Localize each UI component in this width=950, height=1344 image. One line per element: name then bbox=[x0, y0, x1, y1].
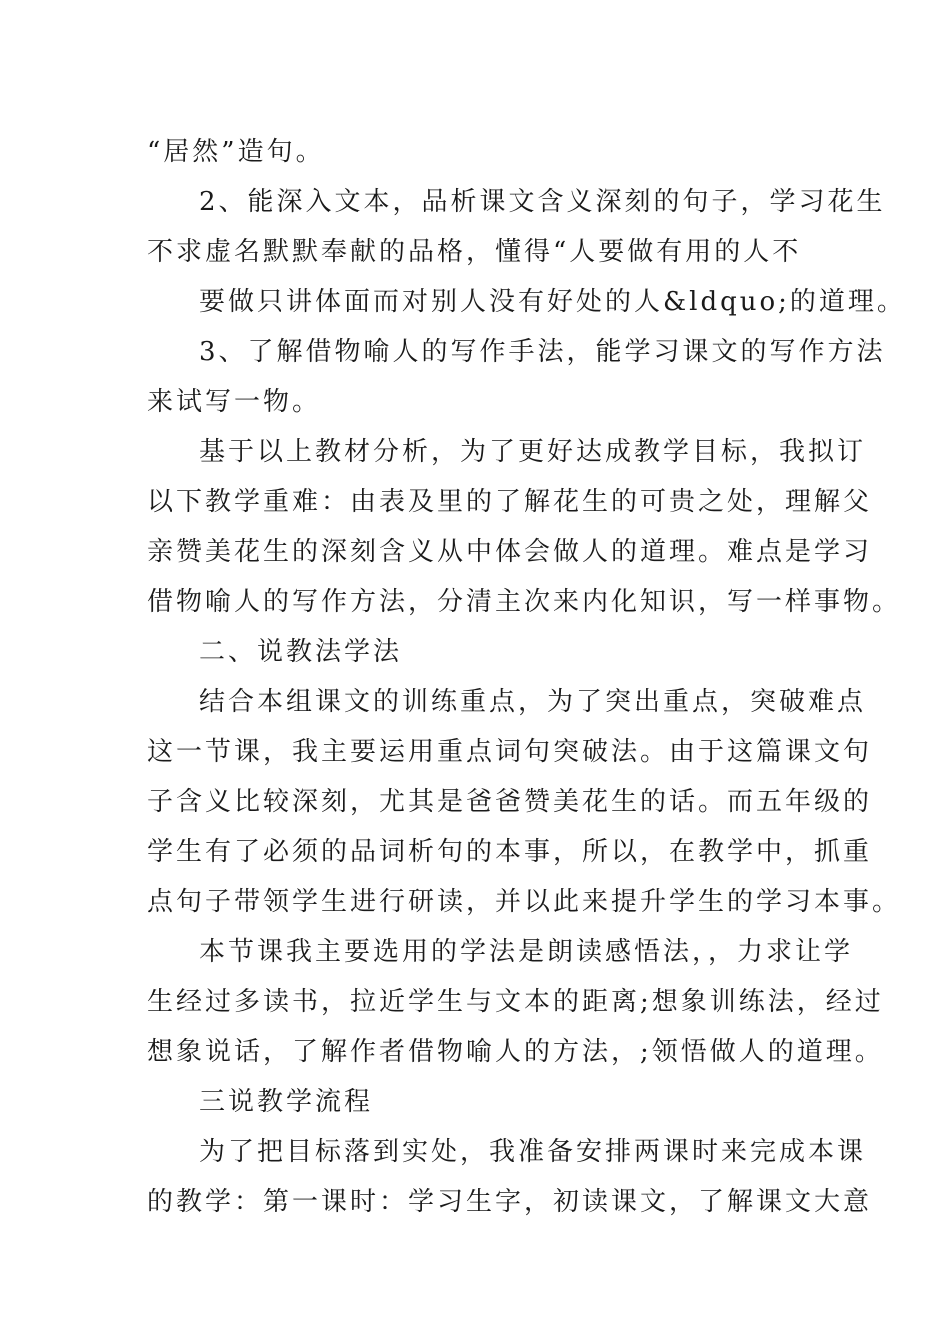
text-line: 以下教学重难：由表及里的了解花生的可贵之处，理解父 bbox=[147, 487, 873, 517]
text-line: 这一节课，我主要运用重点词句突破法。由于这篇课文句 bbox=[147, 737, 873, 767]
text-line: 的教学：第一课时：学习生字，初读课文，了解课文大意 bbox=[147, 1187, 873, 1217]
text-line: 来试写一物。 bbox=[147, 387, 322, 417]
text-line: 要做只讲体面而对别人没有好处的人&ldquo;的道理。 bbox=[199, 287, 906, 317]
text-line: 为了把目标落到实处，我准备安排两课时来完成本课 bbox=[199, 1137, 867, 1167]
text-line: 3、了解借物喻人的写作手法，能学习课文的写作方法 bbox=[199, 337, 886, 367]
section-heading: 三说教学流程 bbox=[199, 1087, 374, 1117]
text-line: 点句子带领学生进行研读，并以此来提升学生的学习本事。 bbox=[147, 887, 902, 917]
text-line: 亲赞美花生的深刻含义从中体会做人的道理。难点是学习 bbox=[147, 537, 873, 567]
text-line: 借物喻人的写作方法，分清主次来内化知识，写一样事物。 bbox=[147, 587, 902, 617]
text-line: 不求虚名默默奉献的品格，懂得“人要做有用的人不 bbox=[147, 237, 802, 267]
text-line: 想象说话，了解作者借物喻人的方法，;领悟做人的道理。 bbox=[147, 1037, 884, 1067]
text-line: 结合本组课文的训练重点，为了突出重点，突破难点 bbox=[199, 687, 867, 717]
text-line: 2、能深入文本，品析课文含义深刻的句子，学习花生 bbox=[199, 187, 886, 217]
text-line: 生经过多读书，拉近学生与文本的距离;想象训练法，经过 bbox=[147, 987, 884, 1017]
text-line: 子含义比较深刻，尤其是爸爸赞美花生的话。而五年级的 bbox=[147, 787, 873, 817]
text-line: 学生有了必须的品词析句的本事，所以，在教学中，抓重 bbox=[147, 837, 873, 867]
section-heading: 二、说教法学法 bbox=[199, 637, 403, 667]
text-line: 基于以上教材分析，为了更好达成教学目标，我拟订 bbox=[199, 437, 867, 467]
text-line: “居然”造句。 bbox=[147, 137, 325, 167]
text-line: 本节课我主要选用的学法是朗读感悟法，，力求让学 bbox=[199, 937, 854, 967]
